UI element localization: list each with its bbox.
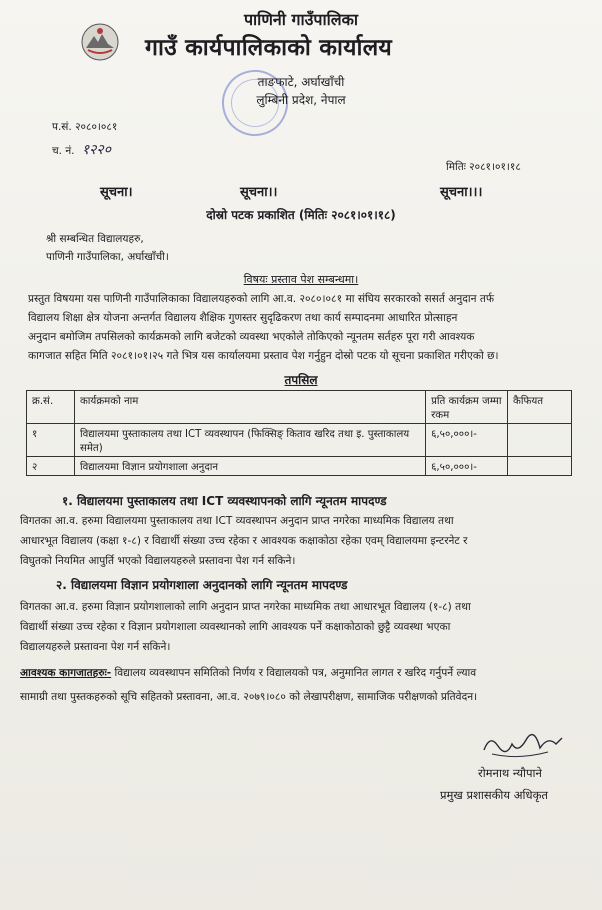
row-amount: ६,५०,०००।- — [426, 424, 508, 457]
second-publish-line: दोस्रो पटक प्रकाशित (मितिः २०८१।०१।१८) — [206, 208, 396, 222]
section-1-line-2: आधारभूत विद्यालय (कक्षा १-८) र विद्यार्थी संख्या उच्च रहेका र आवश्यक कक्षाकोठा रहेका एवम् विद्यालयमा इन्टरनेट र — [20, 535, 468, 547]
row-remarks — [508, 424, 572, 457]
intro-line-1: प्रस्तुत विषयमा यस पाणिनी गाउँपालिकाका विद्यालयहरुको लागि आ.व. २०८०।०८१ मा संघिय सरकारको ससर्त अनुदान तर्फ — [28, 293, 495, 305]
table-header-row — [27, 391, 572, 424]
office-province: लुम्बिनी प्रदेश, नेपाल — [256, 93, 346, 107]
programs-table — [26, 390, 572, 476]
signatory-designation: प्रमुख प्रशासकीय अधिकृत — [440, 788, 548, 802]
row-amount: ६,५०,०००।- — [426, 457, 508, 476]
row-serial: १ — [27, 424, 75, 457]
subject-line: विषयः प्रस्ताव पेश सम्बन्धमा। — [243, 273, 359, 286]
section-2-line-1: विगतका आ.व. हरुमा विज्ञान प्रयोगशालाको लागि अनुदान प्राप्त नगरेका माध्यमिक तथा आधारभूत विद्यालय (१-८) तथा — [20, 601, 471, 613]
intro-line-3: अनुदान बमोजिम तपसिलको कार्यक्रमको लागि बजेटको व्यवस्था भएकोले तोकिएको न्यूनतम सर्तहरु पूरा गरी आवश्यक — [28, 331, 475, 343]
office-place: ताङफाटे, अर्घाखाँची — [257, 75, 345, 89]
row-serial: २ — [27, 457, 75, 476]
section-2-line-2: विद्यार्थी संख्या उच्च रहेका र विज्ञान प्रयोगशाला व्यवस्थानको लागि आवश्यक पर्ने कक्षाकोठाको छुट्टै व्यवस्था भएका — [20, 621, 451, 633]
section-1-line-1: विगतका आ.व. हरुमा विद्यालयमा पुस्ताकालय तथा ICT व्यवस्थापन अनुदान प्राप्त नगरेका माध्यमिक विद्यालय तथा — [20, 515, 454, 527]
section-1-line-3: विघुतको नियमित आपुर्ति भएको विद्यालयहरुले प्रस्तावना पेश गर्न सकिने। — [20, 555, 296, 567]
signature-scribble — [478, 728, 568, 764]
chalani-number-handwritten: १२२० — [81, 142, 111, 158]
required-docs-line-1 — [20, 664, 476, 683]
section-2-title: २. विद्यालयमा विज्ञान प्रयोगशाला अनुदानको लागि न्यूनतम मापदण्ड — [56, 578, 348, 592]
row-remarks — [508, 457, 572, 476]
row-program-name: विद्यालयमा पुस्ताकालय तथा ICT व्यवस्थापन (फिक्सिङ् किताव खरिद तथा इ. पुस्ताकालय समेत) — [74, 424, 425, 457]
recipient-line-2: पाणिनी गाउँपालिका, अर्घाखाँची। — [46, 251, 169, 263]
required-docs-text-1: विद्यालय व्यवस्थापन समितिको निर्णय र विद्यालयको पत्र, अनुमानित लागत र खरिद गर्नुपर्ने ल्याव — [111, 667, 477, 679]
signatory-name: रोमनाथ न्यौपाने — [478, 766, 542, 780]
header-remarks: कैफियत — [508, 391, 572, 424]
chalani-label: च. नं. — [52, 145, 75, 157]
chalani-number-row — [52, 140, 111, 159]
office-title: गाउँ कार्यपालिकाको कार्यालय — [145, 35, 392, 61]
patra-sankhya: प.सं. २०८०।०८१ — [52, 121, 118, 133]
notice-heading-2: सूचना।। — [240, 185, 278, 200]
table-row — [27, 457, 572, 476]
tapsil-title: तपसिल — [284, 373, 318, 387]
section-2-line-3: विद्यालयहरुले प्रस्तावना पेश गर्न सकिने। — [20, 641, 171, 653]
recipient-line-1: श्री सम्बन्धित विद्यालयहरु, — [46, 233, 144, 245]
notice-heading-1: सूचना। — [100, 185, 133, 200]
required-docs-line-2: सामाग्री तथा पुस्तकहरुको सूचि सहितको प्रस्तावना, आ.व. २०७९।०८० को लेखापरीक्षण, सामाजिक परीक्षणको प्रतिवेदन। — [20, 691, 478, 703]
notice-date: मितिः २०८१।०१।१८ — [446, 161, 521, 173]
municipality-name: पाणिनी गाउँपालिका — [243, 10, 359, 29]
notice-heading-3: सूचना।।। — [440, 185, 483, 200]
header-amount: प्रति कार्यक्रम जम्मा रकम — [426, 391, 508, 424]
row-program-name: विद्यालयमा विज्ञान प्रयोगशाला अनुदान — [74, 457, 425, 476]
table-row — [27, 424, 572, 457]
header-serial: क्र.सं. — [27, 391, 75, 424]
intro-line-4: कागजात सहित मिति २०८१।०१।२५ गते भित्र यस कार्यालयमा प्रस्ताव पेश गर्नुहुन दोस्रो पटक यो सूचना प्रकाशित गरीएको छ। — [28, 350, 499, 362]
section-1-title: १. विद्यालयमा पुस्ताकालय तथा ICT व्यवस्थापनको लागि न्यूनतम मापदण्ड — [62, 494, 387, 508]
intro-line-2: विद्यालय शिक्षा क्षेत्र योजना अन्तर्गत विद्यालय शैक्षिक गुणस्तर सुदृढिकरण तथा कार्य सम्पादनमा आधारित प्रोत्साहन — [28, 312, 458, 324]
required-docs-label: आवश्यक कागजातहरुः- — [20, 667, 112, 679]
header-program-name: कार्यक्रमको नाम — [74, 391, 425, 424]
